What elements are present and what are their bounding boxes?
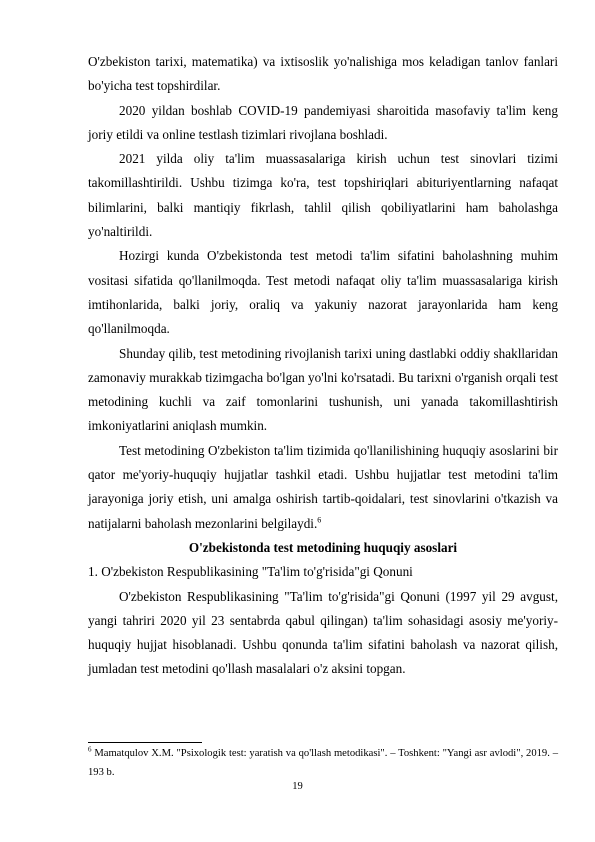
paragraph-3: 2021 yilda oliy ta'lim muassasalariga kirish uchun test sinovlari tizimi takomillashtirildi. Ushbu tizimga ko'ra, test topshiriqlari abituriyentlarning nafaqat bilimlarini, balki mantiqiy fikrlash, tahlil qilish qobiliyatlarini ham baholashga yo'naltirildi. xyxy=(88,151,558,240)
paragraph-4: Hozirgi kunda O'zbekistonda test metodi ta'lim sifatini baholashning muhim vositasi sifatida qo'llanilmoqda. Test metodi nafaqat oliy ta'lim muassasalariga kirish imtihonlarida, balki joriy, oraliq va yakuniy nazorat jarayonlarida ham keng qo'llanilmoqda. xyxy=(88,248,558,337)
footnote-divider xyxy=(88,742,202,743)
paragraph-2: 2020 yildan boshlab COVID-19 pandemiyasi sharoitida masofaviy ta'lim keng joriy etildi va online testlash tizimlari rivojlana boshladi. xyxy=(88,102,558,142)
section-heading: O'zbekistonda test metodining huquqiy asoslari xyxy=(188,539,458,555)
footnote xyxy=(88,744,558,782)
footnote-text: Mamatqulov X.M. "Psixologik test: yaratish va qo'llash metodikasi". – Toshkent: "Yangi asr avlodi", 2019. – 193 b. xyxy=(88,748,558,778)
footnote-reference[interactable]: 6 xyxy=(317,515,322,525)
footnote-marker: 6 xyxy=(88,745,92,754)
paragraph-5: Shunday qilib, test metodining rivojlanish tarixi uning dastlabki oddiy shakllaridan zamonaviy murakkab tizimgacha bo'lgan yo'lni ko'rsatadi. Bu tarixni o'rganish orqali test metodining kuchli va zaif tomonlarini tushunish, uni yanada takomillashtirish imkoniyatlarini aniqlash mumkin. xyxy=(88,345,558,434)
page-number: 19 xyxy=(292,781,303,792)
paragraph-1: O'zbekiston tarixi, matematika) va ixtisoslik yo'nalishiga mos keladigan tanlov fanlari bo'yicha test topshirdilar. xyxy=(88,54,558,94)
paragraph-6 xyxy=(88,439,558,536)
list-item: 1. O'zbekiston Respublikasining "Ta'lim to'g'risida"gi Qonuni xyxy=(88,564,413,580)
paragraph-6-text: Test metodining O'zbekiston ta'lim tizimida qo'llanilishining huquqiy asoslarini bir qator me'yoriy-huquqiy hujjatlar tashkil etadi. Ushbu hujjatlar test metodini ta'lim jarayoniga joriy etish, uni amalga oshirish tartib-qoidalari, test sinovlarini o'tkazish va natijalarni baholash mezonlarini belgilaydi. xyxy=(88,442,558,531)
paragraph-7: O'zbekiston Respublikasining "Ta'lim to'g'risida"gi Qonuni (1997 yil 29 avgust, yangi tahriri 2020 yil 23 sentabrda qabul qilingan) ta'lim sohasidagi asosiy me'yoriy-huquqiy hujjat hisoblanadi. Ushbu qonunda ta'lim sifatini baholash va nazorat qilish, jumladan test metodini qo'llash masalalari o'z aksini topgan. xyxy=(88,588,558,677)
body-text xyxy=(88,50,558,682)
